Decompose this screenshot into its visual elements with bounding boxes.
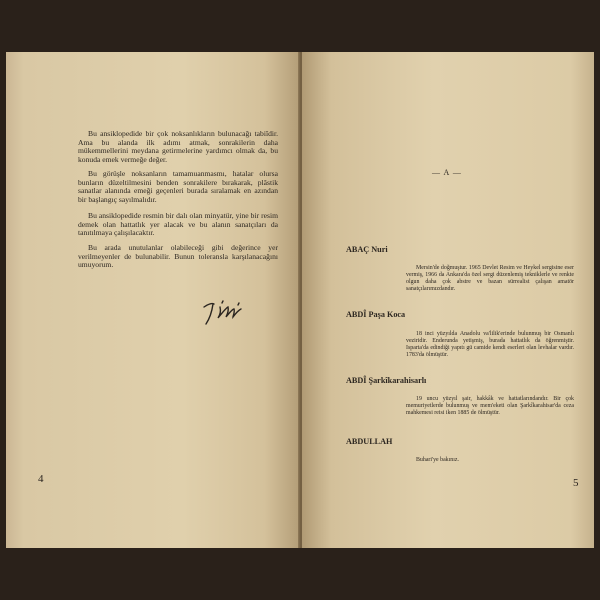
entry-text: 18 inci yüzyılda Anadolu va'lilik'erinde bulunmuş bir Osmanlı veziridir. Enderunda yetişmiş, burada hattatlık da öğrenmiştir. Isparta'da edindiği yapıtı gü camide kendi eserleri olan levhalar vardır. 1783'da ölmüştür. xyxy=(406,331,574,359)
left-page-number: 4 xyxy=(38,473,44,485)
entry-heading xyxy=(346,310,405,319)
entry-surname: ABDÎ xyxy=(346,376,367,385)
left-paragraph-2: Bu görüşle noksanların tamamuanmasmı, hatalar olursa bunların düzeltilmesini benden sonrakilere bırakarak, plâstik sanatlar alanında emeği geçenleri burada sıralamak en azından bir başlangıç sayılmalıdır. xyxy=(78,169,278,205)
right-page xyxy=(302,52,594,548)
entry-surname: ABDÎ xyxy=(346,310,367,319)
entry-surname: ABDULLAH xyxy=(346,437,393,446)
entry-heading xyxy=(346,376,426,385)
entry-heading xyxy=(346,437,392,446)
left-page xyxy=(6,52,300,548)
left-paragraph-4: Bu arada unutulanlar olabileceği gibi değerince yer verilmeyenler de bulunabilir. Bunun toleransla karşılanacağını umuyorum. xyxy=(78,243,278,270)
right-page-number: 5 xyxy=(573,477,579,489)
entry-heading xyxy=(346,245,388,254)
entry-given-name: Nuri xyxy=(371,245,388,254)
left-paragraph-1: Bu ansiklopedide bir çok noksanlıkların bulunacağı tabiîdir. Ama bu alanda ilk adımı atmak, sonrakilerin daha mükemmellerini meydana getirmelerine yardımcı olmak da, bu konuda emek vermeğe değer. xyxy=(78,129,278,165)
entry-text: 19 uncu yüzyıl şair, hakkâk ve hattatlarındandır. Bir çok memuriyetlerde bulunmuş ve mem'eketi olan Şarkîkarahisar'da ceza mahkemesi reisi iken 1885 de ölmüştür. xyxy=(406,396,574,417)
entry-text: Buhari'ye bakınız. xyxy=(416,457,459,463)
book-spread xyxy=(6,52,594,548)
entry-given-name: Paşa Koca xyxy=(368,310,406,319)
left-paragraph-3: Bu ansiklopedide resmin bir dalı olan minyatür, yine bir resim demek olan hattatlık yer alacak ve bu alanın sanatçıları da tanıtılmaya çalışılacaktır. xyxy=(78,211,278,238)
author-signature xyxy=(198,293,270,327)
entry-surname: ABAÇ xyxy=(346,245,370,254)
section-letter-heading: — A — xyxy=(432,168,462,177)
entry-given-name: Şarkîkarahisarlı xyxy=(368,376,427,385)
entry-text: Mersin'de doğmuştur. 1965 Devlet Resim ve Heykel sergisine eser vermiş, 1966 da Ankara'da özel sergi düzenlemiş tekniklerle ve renkte olgun daha çok abstre ve bazan sürrealist çalışan amatör sanatçılarımızdandır. xyxy=(406,265,574,293)
